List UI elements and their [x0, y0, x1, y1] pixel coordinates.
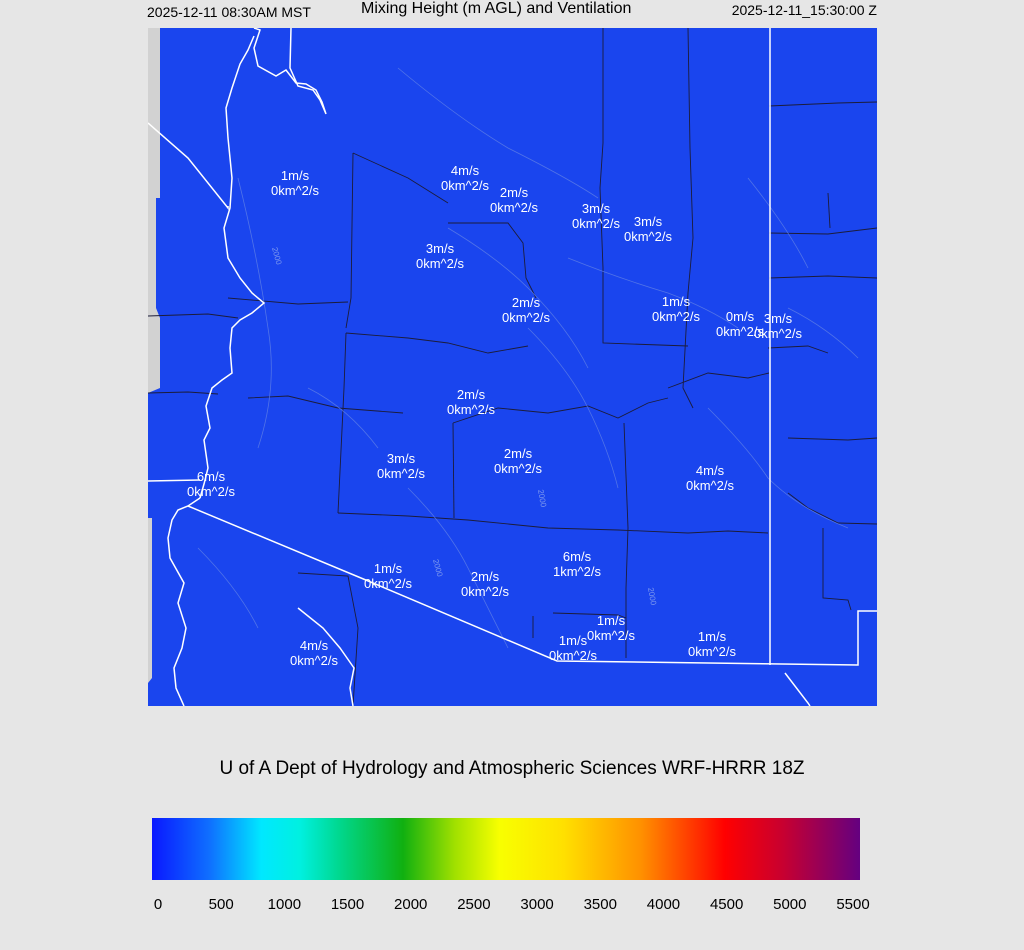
- colorbar-tick-label: 0: [153, 896, 163, 913]
- local-time: 2025-12-11 08:30AM MST: [147, 4, 311, 20]
- station-wind: 1m/s: [373, 561, 403, 576]
- station-wind: 0m/s: [725, 309, 755, 324]
- station-ventilation: 0km^2/s: [489, 200, 538, 215]
- station-wind: 2m/s: [499, 185, 529, 200]
- station-ventilation: 0km^2/s: [493, 461, 542, 476]
- map-boundaries: [148, 28, 877, 706]
- station-ventilation: 0km^2/s: [571, 216, 620, 231]
- contour-label: 2000: [646, 586, 658, 606]
- contour-labels: [270, 246, 658, 606]
- colorbar: [152, 818, 860, 880]
- station-ventilation: 0km^2/s: [687, 644, 736, 659]
- station-wind: 3m/s: [425, 241, 455, 256]
- domain-edge: [148, 518, 152, 683]
- elevation-contours: [198, 68, 858, 648]
- station-wind: 6m/s: [196, 469, 226, 484]
- station-ventilation: 0km^2/s: [376, 466, 425, 481]
- station-wind: 1m/s: [596, 613, 626, 628]
- station-ventilation: 0km^2/s: [363, 576, 412, 591]
- colorbar-tick-label: 4500: [709, 896, 744, 913]
- station-wind: 1m/s: [280, 168, 310, 183]
- border-line: [148, 480, 200, 481]
- station-wind: 3m/s: [633, 214, 663, 229]
- utc-time: 2025-12-11_15:30:00 Z: [731, 2, 877, 18]
- colorbar-tick-label: 3000: [520, 896, 554, 913]
- station-wind: 1m/s: [661, 294, 691, 309]
- station-ventilation: 0km^2/s: [186, 484, 235, 499]
- station-wind: 4m/s: [695, 463, 725, 478]
- gulf-coast: [298, 608, 354, 706]
- station-ventilation: 0km^2/s: [289, 653, 338, 668]
- mexico-border: [188, 506, 877, 665]
- colorado-river-lower: [168, 498, 200, 706]
- station-ventilation: 0km^2/s: [685, 478, 734, 493]
- county-lines: [148, 28, 877, 706]
- map-title: Mixing Height (m AGL) and Ventilation: [361, 0, 632, 17]
- station-wind: 6m/s: [562, 549, 592, 564]
- station-ventilation: 0km^2/s: [753, 326, 802, 341]
- colorbar-tick-label: 1500: [330, 896, 365, 913]
- station-wind: 4m/s: [450, 163, 480, 178]
- colorbar-tick-label: 4000: [646, 896, 681, 913]
- colorbar-tick-label: 5500: [836, 896, 870, 913]
- colorbar-tick-label: 2500: [457, 896, 491, 913]
- station-ventilation: 1km^2/s: [552, 564, 601, 579]
- station-wind: 1m/s: [558, 633, 588, 648]
- station-ventilation: 0km^2/s: [460, 584, 509, 599]
- station-ventilation: 0km^2/s: [651, 309, 700, 324]
- station-ventilation: 0km^2/s: [415, 256, 464, 271]
- station-wind: 3m/s: [581, 201, 611, 216]
- colorbar-tick-label: 500: [208, 896, 234, 913]
- colorbar-tick-label: 1000: [267, 896, 302, 913]
- mixing-height-map: [148, 28, 877, 706]
- station-wind: 1m/s: [697, 629, 727, 644]
- credit-line: U of A Dept of Hydrology and Atmospheric Sciences WRF-HRRR 18Z: [219, 758, 805, 779]
- contour-label: 2000: [431, 558, 445, 578]
- station-wind: 2m/s: [456, 387, 486, 402]
- station-wind: 3m/s: [386, 451, 416, 466]
- state-borders: [148, 28, 877, 706]
- station-wind: 3m/s: [763, 311, 793, 326]
- colorbar-tick-label: 2000: [394, 896, 428, 913]
- contour-label: 2000: [536, 488, 548, 508]
- contour-label: 2000: [270, 246, 284, 266]
- colorbar-gradient: [152, 818, 860, 880]
- station-ventilation: 0km^2/s: [586, 628, 635, 643]
- border-line: [785, 673, 810, 706]
- colorbar-tick-label: 5000: [773, 896, 807, 913]
- domain-edge: [148, 28, 160, 393]
- station-ventilation: 0km^2/s: [446, 402, 495, 417]
- station-ventilation: 0km^2/s: [623, 229, 672, 244]
- station-ventilation: 0km^2/s: [501, 310, 550, 325]
- station-wind: 2m/s: [503, 446, 533, 461]
- station-ventilation: 0km^2/s: [270, 183, 319, 198]
- station-wind: 2m/s: [470, 569, 500, 584]
- station-wind: 4m/s: [299, 638, 329, 653]
- colorbar-tick-label: 3500: [583, 896, 617, 913]
- colorbar-tick-labels: [0, 896, 1024, 916]
- station-ventilation: 0km^2/s: [715, 324, 764, 339]
- station-wind: 2m/s: [511, 295, 541, 310]
- station-ventilation: 0km^2/s: [548, 648, 597, 663]
- colorado-river: [200, 28, 326, 498]
- station-ventilation: 0km^2/s: [440, 178, 489, 193]
